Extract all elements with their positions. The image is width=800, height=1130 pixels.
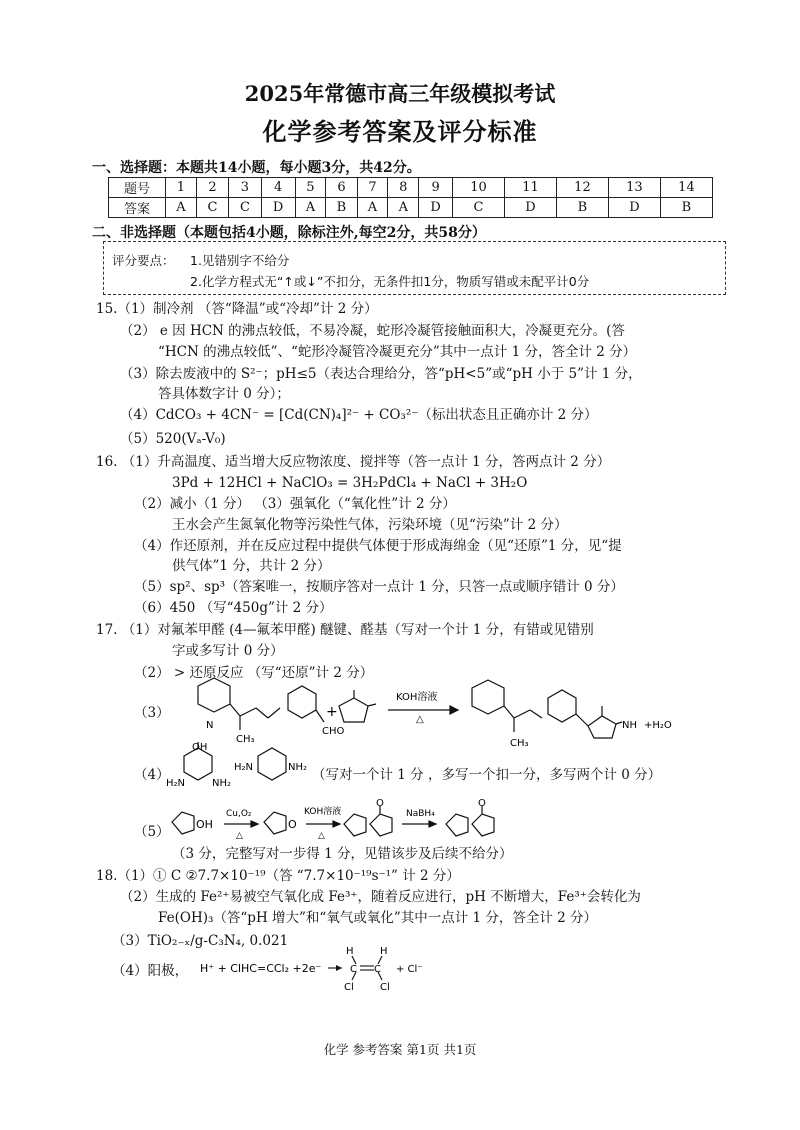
n-atom-label: N [206, 720, 214, 731]
benzene-ring [548, 690, 576, 722]
pyridine-ring [472, 680, 504, 714]
q18-line: （3）TiO₂₋ₓ/g-C₃N₄, 0.021 [112, 933, 289, 949]
table-cell: 11 [505, 178, 557, 198]
answer-table-number-row [109, 178, 713, 198]
q16-line: （4）作还原剂，并在反应过程中提供气体便于形成海绵金（见“还原”1 分，见“提 [134, 538, 622, 554]
table-header-cell: 答案 [109, 198, 166, 218]
answer-table [108, 177, 713, 218]
table-cell: C [196, 198, 228, 218]
diamine-ring [258, 748, 286, 780]
q18-line: （4）阳极， [112, 963, 189, 979]
oxygen-label: O [288, 818, 297, 831]
table-cell: 6 [326, 178, 357, 198]
cyclopentanol-ring [172, 812, 194, 834]
koh-condition: KOH溶液 [304, 807, 342, 817]
koh-condition: KOH溶液 [396, 692, 438, 703]
hydrogen-label: H [380, 946, 388, 957]
q16-line: 16. （1）升高温度、适当增大反应物浓度、搅拌等（答一点计 1 分，答两点计 2 分） [96, 454, 611, 470]
table-cell: 1 [166, 178, 197, 198]
cyclopentanone-ring [370, 814, 392, 836]
q16-line: 王水会产生氮氧化物等污染性气体，污染环境（见“污染”计 2 分） [172, 517, 568, 533]
pyridine-ring [198, 678, 230, 712]
catalyst-condition: Cu,O₂ [226, 809, 252, 819]
section-heading-choice: 一、选择题：本题共14小题，每小题3分，共42分。 [92, 160, 421, 176]
q16-equation: 3Pd + 12HCl + NaClO₃ = 3H₂PdCl₄ + NaCl + 3H₂O [172, 475, 528, 491]
table-header-cell: 题号 [109, 178, 166, 198]
table-cell: A [357, 198, 388, 218]
table-cell: A [295, 198, 326, 218]
table-cell: 14 [660, 178, 712, 198]
scoring-rule-2: 2.化学方程式无“↑或↓”不扣分，无条件扣1分，物质写错或未配平计0分 [190, 274, 590, 289]
table-cell: 3 [229, 178, 261, 198]
table-cell: 13 [608, 178, 660, 198]
oxygen-label: O [376, 798, 384, 809]
q17-line: （3） [134, 705, 170, 721]
q15-line: （2） e 因 HCN 的沸点较低，不易冷凝，蛇形冷凝管接触面积大，冷凝更充分。(答 [120, 323, 625, 339]
table-cell: C [229, 198, 261, 218]
cyclopentanone-ring [264, 812, 286, 834]
reductant-condition: NaBH₄ [406, 809, 435, 819]
h2n-label: H₂N [166, 778, 186, 789]
scoring-rules-title: 评分要点： [112, 253, 175, 268]
benzene-ring [288, 686, 316, 718]
q17-line: （4） [134, 767, 170, 783]
cyclopentylidene-ring [344, 814, 366, 836]
table-cell: B [326, 198, 357, 218]
table-cell: 2 [196, 178, 228, 198]
q16-line: （5）sp²、sp³（答案唯一，按顺序答对一点计 1 分，只答一点或顺序错计 0 分） [134, 579, 624, 595]
table-cell: D [505, 198, 557, 218]
q18-line: 18.（1）① C ②7.7×10⁻¹⁹（答 “7.7×10⁻¹⁹s⁻¹” 计 2 分） [96, 868, 460, 884]
carbon-label: C [350, 964, 357, 975]
chlorine-label: Cl [380, 982, 390, 992]
table-cell: A [166, 198, 197, 218]
heat-condition: △ [236, 831, 243, 841]
page-title: 2025年常德市高三年级模拟考试 [244, 81, 556, 106]
oxygen-label: O [478, 798, 486, 809]
table-cell: D [608, 198, 660, 218]
table-cell: 5 [295, 178, 326, 198]
nh2-label: NH₂ [288, 762, 308, 773]
q16-line: 供气体”1 分，共计 2 分） [172, 558, 331, 574]
thiazolidinedione-ring [588, 716, 616, 738]
amine-structures [166, 740, 316, 794]
q17-line: （写对一个计 1 分 ，多写一个扣一分，多写两个计 0 分） [312, 767, 662, 783]
table-cell: 4 [261, 178, 295, 198]
oh-label: OH [192, 742, 208, 753]
ch3-label: CH₃ [510, 738, 529, 749]
q16-line: （2）减小（1 分） （3）强氧化（“氧化性”计 2 分） [134, 496, 456, 512]
table-cell: A [388, 198, 419, 218]
q18-line: Fe(OH)₃（答“pH 增大”和“氧气或氧化”其中一点计 1 分，答全计 2 分） [158, 910, 598, 926]
table-cell: 8 [388, 178, 419, 198]
q15-line: （4）CdCO₃ + 4CN⁻ = [Cd(CN)₄]²⁻ + CO₃²⁻（标出状态且正确亦计 2 分） [120, 407, 598, 423]
water-product: +H₂O [644, 720, 672, 731]
section-heading-nonchoice: 二、非选择题（本题包括4小题，除标注外,每空2分，共58分） [92, 225, 486, 241]
oh-label: OH [196, 818, 213, 831]
q17-line: （2） > 还原反应 （写“还原”计 2 分） [134, 665, 374, 681]
q17-synthesis-route [166, 798, 536, 852]
q17-line: （5） [134, 824, 170, 840]
q17-amine-structures [166, 740, 316, 798]
hydrogen-label: H [346, 946, 354, 957]
q18-electrode-equation [200, 944, 440, 996]
synthesis-structures [166, 798, 536, 848]
q15-line: （3）除去废液中的 S²⁻；pH≤5（表达合理给分，答“pH<5”或“pH 小于 5”计 1 分， [120, 366, 642, 382]
q17-line: （3 分，完整写对一步得 1 分，见错该步及后续不给分） [172, 846, 513, 862]
q15-line: （5）520(Vₐ-V₀) [120, 431, 226, 447]
electrode-equation [200, 944, 440, 992]
page-subtitle: 化学参考答案及评分标准 [262, 117, 538, 146]
scoring-rule-1: 1.见错别字不给分 [190, 253, 290, 268]
cho-label: CHO [322, 726, 345, 737]
q18-line: （2）生成的 Fe²⁺易被空气氧化成 Fe³⁺，随着反应进行，pH 不断增大，Fe³⁺会转化为 [120, 889, 641, 905]
table-cell: B [556, 198, 608, 218]
plus-sign: + [326, 704, 338, 720]
page-footer: 化学 参考答案 第1页 共1页 [323, 1042, 477, 1057]
q15-line: “HCN 的沸点较低”、“蛇形冷凝管冷凝更充分”其中一点计 1 分，答全计 2 分） [158, 344, 637, 360]
q17-line: 17. （1）对氟苯甲醛 (4—氟苯甲醛) 醚键、醛基（写对一个计 1 分，有错或见错别 [96, 622, 594, 638]
table-cell: B [660, 198, 712, 218]
chlorine-label: Cl [344, 982, 354, 992]
table-cell: 10 [453, 178, 505, 198]
q16-line: （6）450 （写“450g”计 2 分） [134, 600, 333, 616]
cyclopentanone-ring [472, 814, 494, 836]
thiazolidinedione-ring [339, 698, 368, 722]
table-cell: C [453, 198, 505, 218]
table-cell: 12 [556, 178, 608, 198]
table-cell: 9 [419, 178, 453, 198]
q17-line: 字或多写计 0 分） [172, 643, 284, 659]
chloride-product: + Cl⁻ [396, 964, 423, 975]
q15-line: 15.（1）制冷剂 （答“降温”或“冷却”计 2 分） [96, 301, 378, 317]
cyclopentyl-ring [446, 814, 468, 836]
carbon-label: C [374, 964, 381, 975]
table-cell: 7 [357, 178, 388, 198]
ch3-label: CH₃ [236, 734, 255, 745]
heat-condition: △ [318, 831, 325, 841]
q15-line: 答具体数字计 0 分）； [158, 386, 290, 402]
nh-label: NH [622, 720, 637, 731]
heat-condition: △ [416, 714, 424, 725]
equation-left-side: H⁺ + ClHC=CCl₂ +2e⁻ [200, 962, 322, 975]
h2n-label: H₂N [234, 762, 254, 773]
table-cell: D [419, 198, 453, 218]
table-cell: D [261, 198, 295, 218]
nh2-label: NH₂ [212, 778, 232, 789]
answer-table-answer-row [109, 198, 713, 218]
